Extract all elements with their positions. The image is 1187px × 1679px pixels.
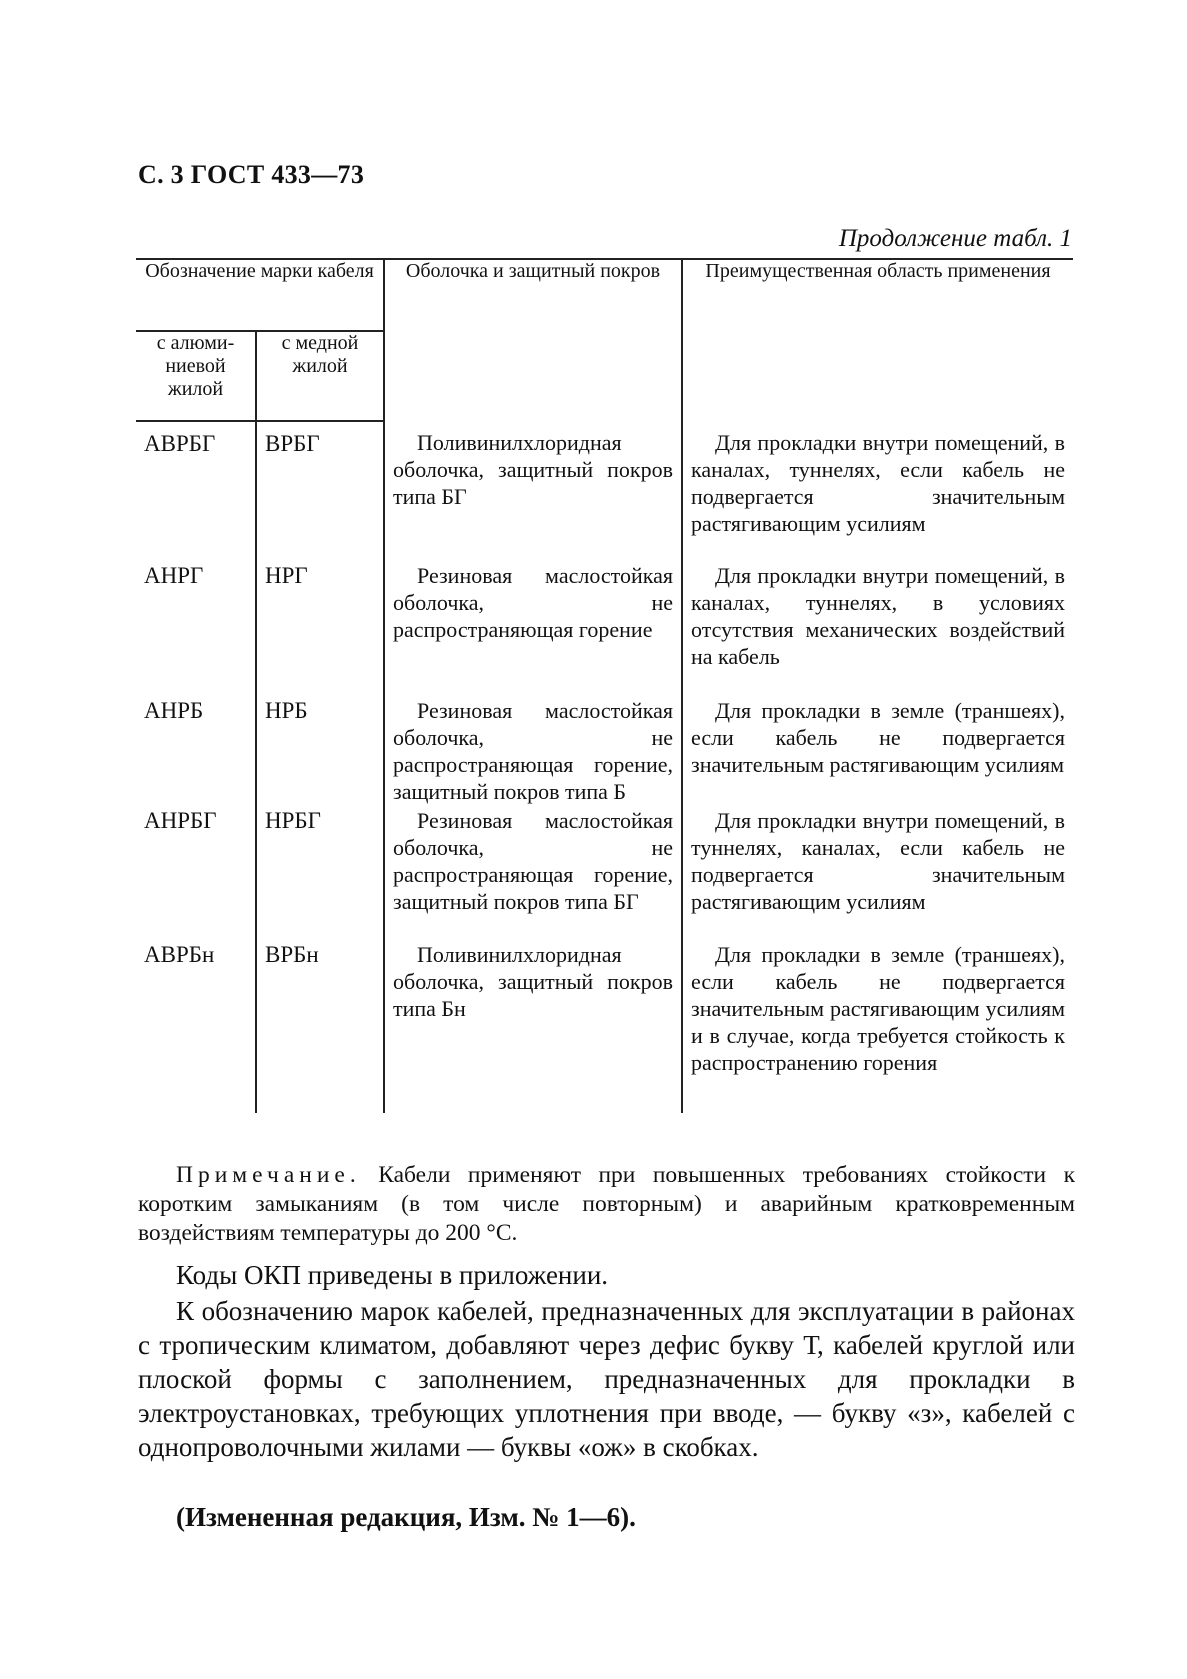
table-row xyxy=(136,939,1073,1113)
cell-application: Для прокладки внутри помещений, в каналах, туннелях, в условиях отсутствия механических воздействий на кабель xyxy=(682,560,1073,695)
cell-sheath: Поливинилхлоридная оболочка, защитный покров типа БГ xyxy=(384,421,682,560)
cell-copper-mark: НРБ xyxy=(256,695,384,805)
cell-copper-mark: ВРБГ xyxy=(256,421,384,560)
header-application: Преимущественная область применения xyxy=(682,259,1073,421)
cell-application: Для прокладки в земле (траншеях), если кабель не подвергается значительным растягивающим усилиям xyxy=(682,695,1073,805)
header-cable-designation: Обозначение марки кабеля xyxy=(136,259,384,331)
cable-table xyxy=(136,258,1073,1113)
header-aluminum-core: с алюми-ниевой жилой xyxy=(136,331,256,421)
cell-sheath: Резиновая маслостойкая оболочка, не распространяющая горение xyxy=(384,560,682,695)
note-label: Примечание. xyxy=(176,1162,361,1188)
cell-aluminum-mark: АНРГ xyxy=(136,560,256,695)
designation-paragraph: К обозначению марок кабелей, предназначенных для эксплуатации в районах с тропическим климатом, добавляют через дефис букву Т, кабелей круглой или плоской формы с заполнением, предназначенных для прокладки в электроустановках, требующих уплотнения при вводе, — букву «з», кабелей с однопроволочными жилами — буквы «ож» в скобках. xyxy=(138,1296,1075,1462)
cell-aluminum-mark: АНРБ xyxy=(136,695,256,805)
cell-aluminum-mark: АВРБн xyxy=(136,939,256,1113)
cell-sheath: Резиновая маслостойкая оболочка, не распространяющая горение, защитный покров типа Б xyxy=(384,695,682,805)
cell-copper-mark: ВРБн xyxy=(256,939,384,1113)
table-row xyxy=(136,805,1073,939)
table-continuation-label: Продолжение табл. 1 xyxy=(838,225,1072,252)
table-note xyxy=(138,1161,1075,1248)
table-row xyxy=(136,560,1073,695)
table-row xyxy=(136,695,1073,805)
cell-copper-mark: НРБГ xyxy=(256,805,384,939)
cell-copper-mark: НРГ xyxy=(256,560,384,695)
cell-aluminum-mark: АНРБГ xyxy=(136,805,256,939)
header-copper-core: с медной жилой xyxy=(256,331,384,421)
header-sheath: Оболочка и защитный покров xyxy=(384,259,682,421)
table-row xyxy=(136,421,1073,560)
cell-sheath: Резиновая маслостойкая оболочка, не распространяющая горение, защитный покров типа БГ xyxy=(384,805,682,939)
page-header: С. 3 ГОСТ 433—73 xyxy=(138,160,365,189)
revision-note: (Измененная редакция, Изм. № 1—6). xyxy=(176,1502,636,1532)
cell-application: Для прокладки внутри помещений, в туннелях, каналах, если кабель не подвергается значительным растягивающим усилиям xyxy=(682,805,1073,939)
cell-application: Для прокладки в земле (траншеях), если кабель не подвергается значительным растягивающим усилиям и в случае, когда требуется стойкость к распространению горения xyxy=(682,939,1073,1113)
cell-application: Для прокладки внутри помещений, в каналах, туннелях, если кабель не подвергается значительным растягивающим усилиям xyxy=(682,421,1073,560)
cell-sheath: Поливинилхлоридная оболочка, защитный покров типа Бн xyxy=(384,939,682,1113)
cell-aluminum-mark: АВРБГ xyxy=(136,421,256,560)
okp-codes-paragraph: Коды ОКП приведены в приложении. xyxy=(176,1260,609,1290)
note-text: Кабели применяют при повышенных требованиях стойкости к коротким замыканиям (в том числе повторным) и аварийным кратковременным воздействиям температуры до 200 °С. xyxy=(138,1162,1076,1246)
